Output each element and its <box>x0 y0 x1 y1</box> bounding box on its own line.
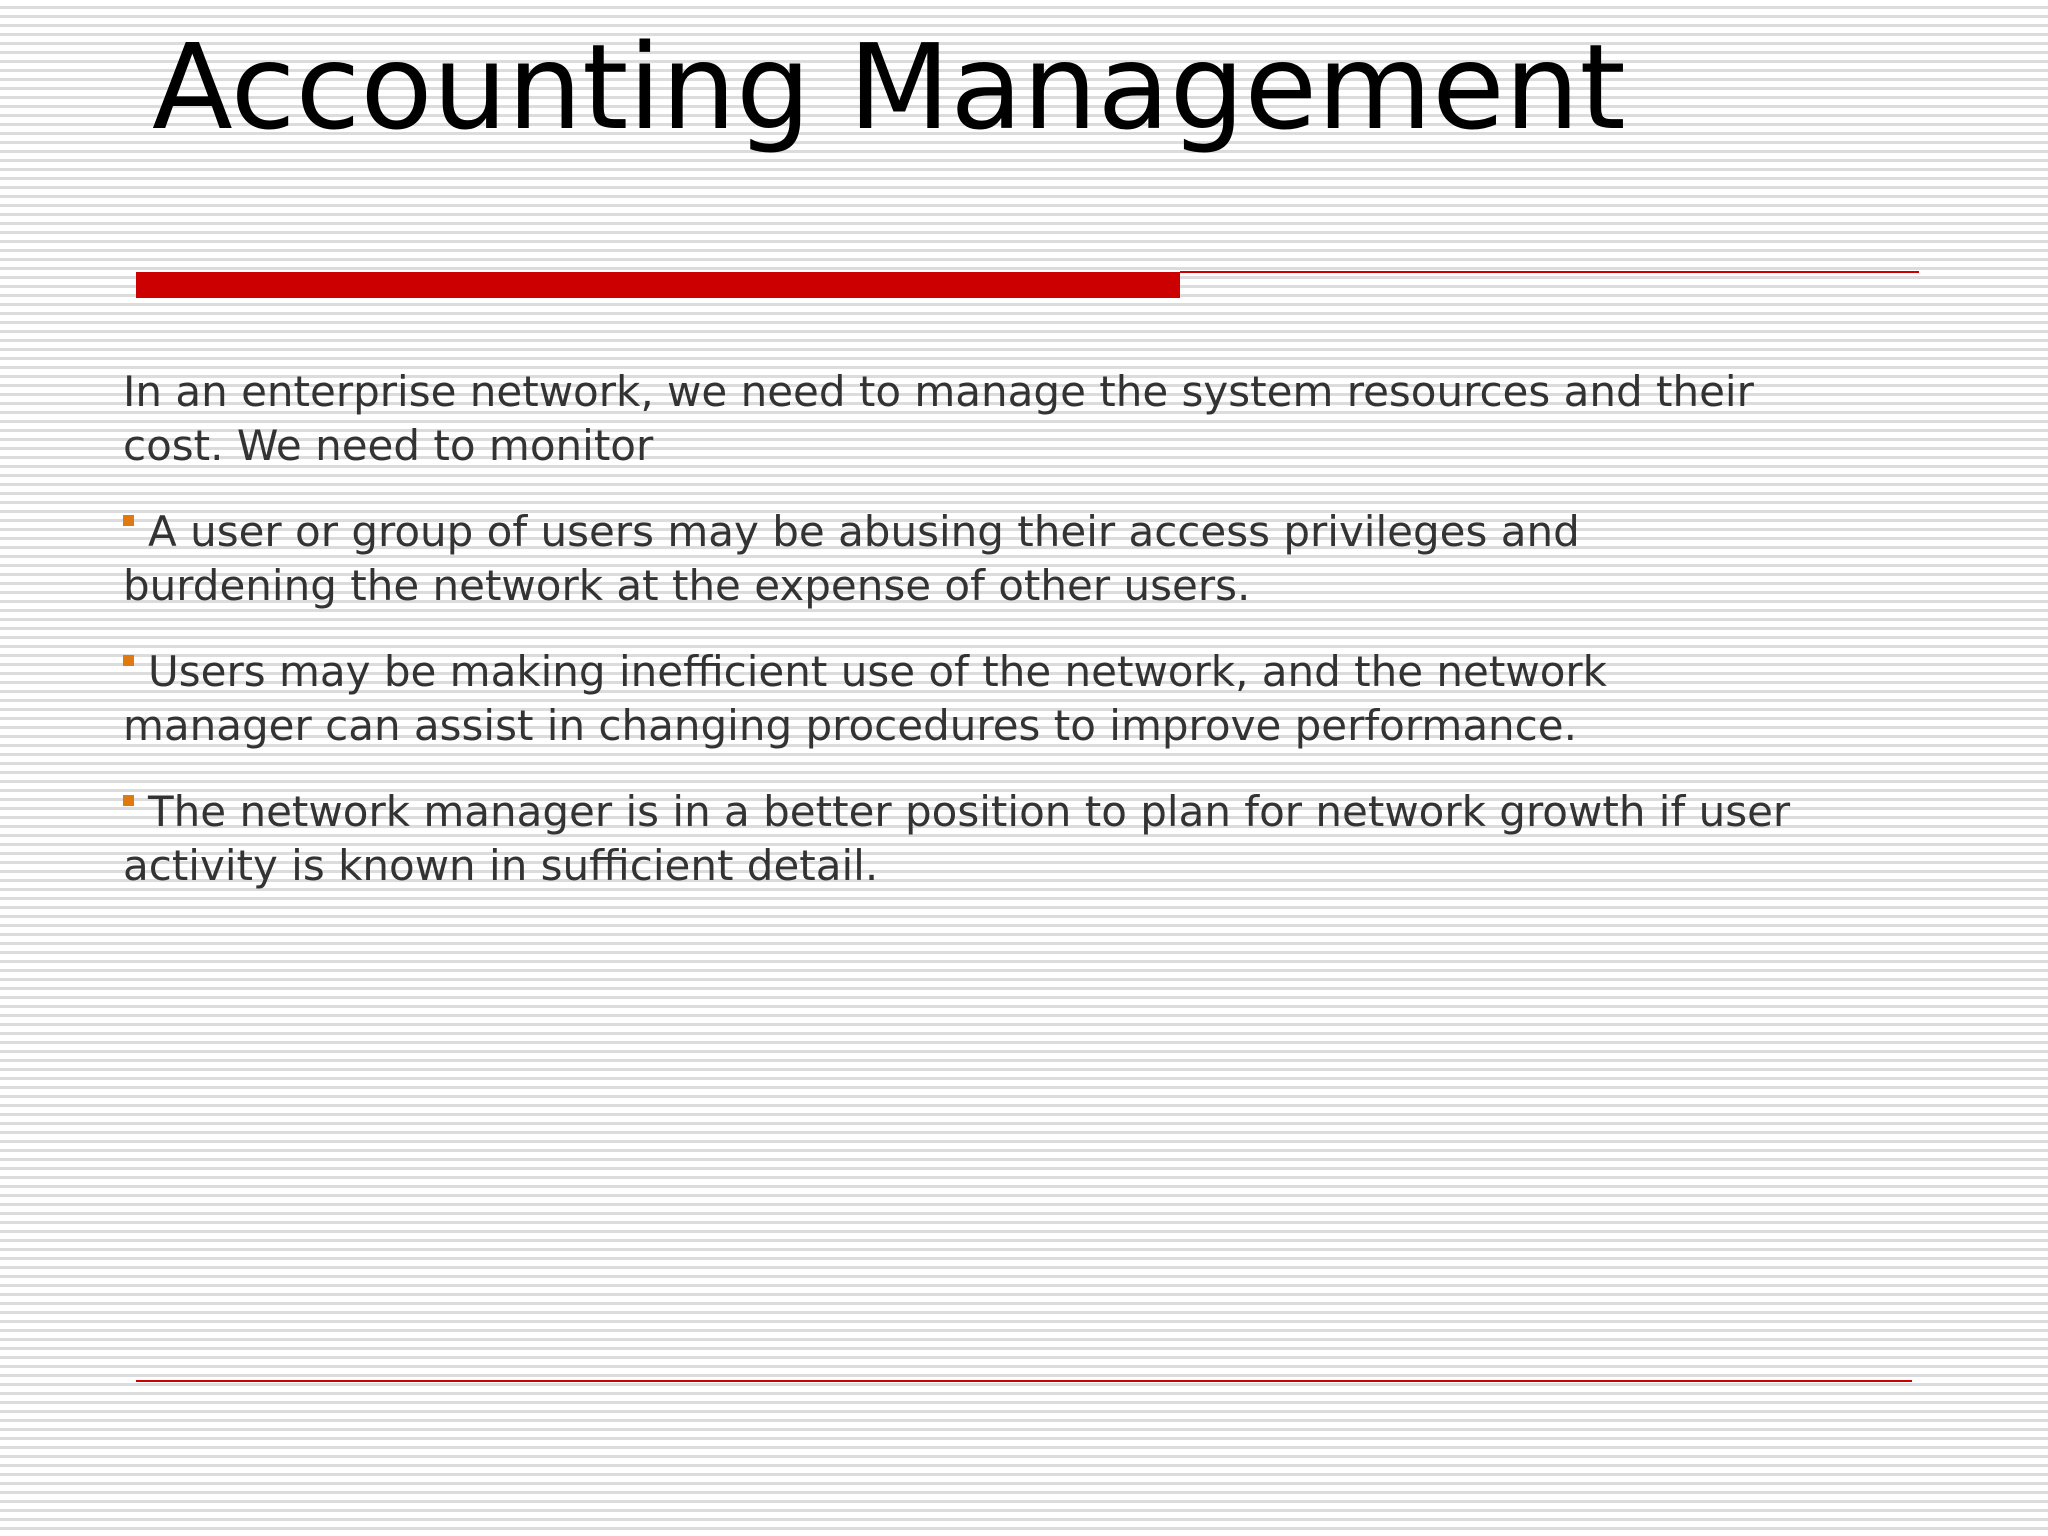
bullet-item <box>123 785 1803 893</box>
bullet-item <box>123 645 1803 753</box>
slide-body <box>123 365 1803 925</box>
bullet-item <box>123 505 1803 613</box>
square-bullet-icon <box>123 515 134 526</box>
footer-rule <box>136 1380 1912 1382</box>
title-accent-rule <box>1180 271 1919 273</box>
bullet-text: A user or group of users may be abusing their access privileges and burdening the network at the expense of other users. <box>123 507 1580 610</box>
square-bullet-icon <box>123 795 134 806</box>
title-accent-bar <box>136 272 1180 298</box>
bullet-text: The network manager is in a better position to plan for network growth if user activity is known in sufficient detail. <box>123 787 1791 890</box>
bullet-text: Users may be making inefficient use of the network, and the network manager can assist in changing procedures to improve performance. <box>123 647 1607 750</box>
intro-paragraph: In an enterprise network, we need to manage the system resources and their cost. We need to monitor <box>123 367 1754 470</box>
slide-title: Accounting Management <box>152 18 1626 156</box>
square-bullet-icon <box>123 655 134 666</box>
